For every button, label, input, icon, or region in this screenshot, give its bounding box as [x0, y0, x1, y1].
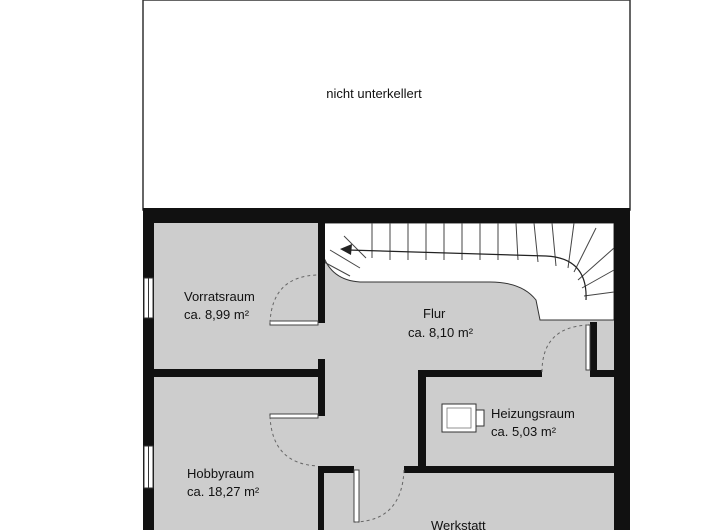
- unexcavated-area: [143, 0, 630, 210]
- room-area-heizungsraum: ca. 5,03 m²: [491, 424, 557, 439]
- room-area-flur: ca. 8,10 m²: [408, 325, 474, 340]
- room-name-flur: Flur: [423, 306, 446, 321]
- room-area-hobbyraum: ca. 18,27 m²: [187, 484, 260, 499]
- unexcavated-label: nicht unterkellert: [326, 86, 422, 101]
- room-area-vorratsraum: ca. 8,99 m²: [184, 307, 250, 322]
- room-name-werkstatt: Werkstatt: [431, 518, 486, 530]
- room-name-hobbyraum: Hobbyraum: [187, 466, 255, 481]
- room-name-heizungsraum: Heizungsraum: [491, 406, 575, 421]
- room-name-vorratsraum: Vorratsraum: [184, 289, 255, 304]
